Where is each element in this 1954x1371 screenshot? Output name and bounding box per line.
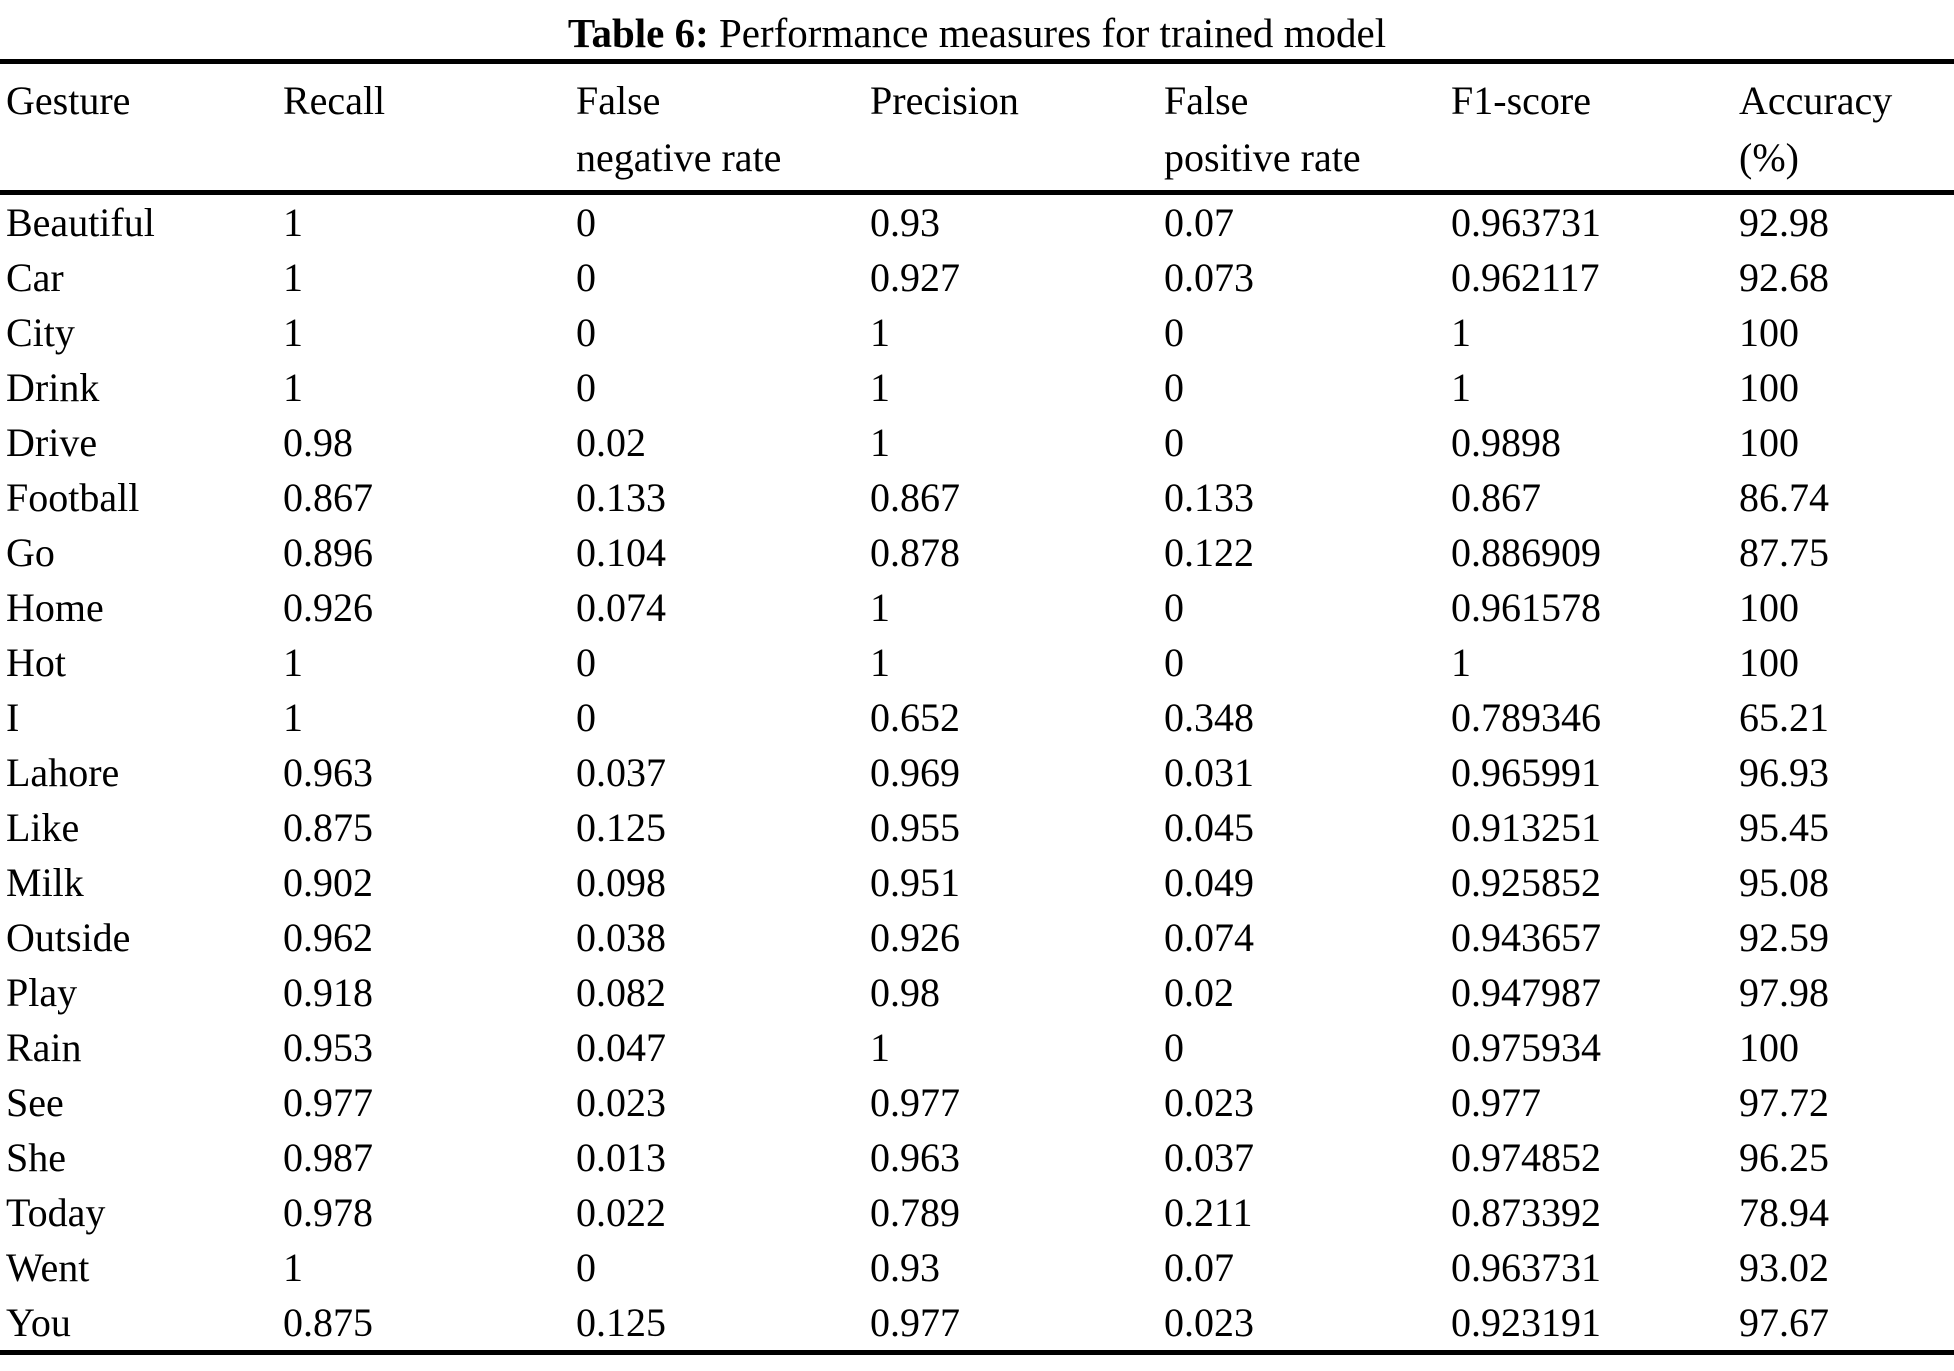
gesture-cell: Today	[6, 1190, 106, 1235]
table-row	[0, 1130, 1954, 1185]
value-cell: 0.969	[870, 750, 960, 795]
value-cell: 0.038	[576, 915, 666, 960]
value-cell: 0.125	[576, 805, 666, 850]
value-cell: 0	[1164, 310, 1184, 355]
value-cell: 1	[870, 640, 890, 685]
value-cell: 1	[283, 255, 303, 300]
value-cell: 0.943657	[1451, 915, 1601, 960]
value-cell: 0	[1164, 640, 1184, 685]
value-cell: 1	[283, 695, 303, 740]
value-cell: 1	[283, 1245, 303, 1290]
table-row	[0, 360, 1954, 415]
value-cell: 0.947987	[1451, 970, 1601, 1015]
value-cell: 0	[1164, 420, 1184, 465]
value-cell: 0.977	[283, 1080, 373, 1125]
column-header-precision: Precision	[870, 62, 1164, 193]
value-cell: 65.21	[1739, 695, 1829, 740]
value-cell: 0.022	[576, 1190, 666, 1235]
table-row	[0, 1185, 1954, 1240]
table-row	[0, 193, 1954, 251]
table-row	[0, 525, 1954, 580]
value-cell: 0.974852	[1451, 1135, 1601, 1180]
value-cell: 0.031	[1164, 750, 1254, 795]
value-cell: 0.98	[283, 420, 353, 465]
value-cell: 0.965991	[1451, 750, 1601, 795]
value-cell: 0.987	[283, 1135, 373, 1180]
value-cell: 0.047	[576, 1025, 666, 1070]
value-cell: 0.07	[1164, 1245, 1234, 1290]
column-header-gesture: Gesture	[0, 62, 283, 193]
value-cell: 0.961578	[1451, 585, 1601, 630]
table-row	[0, 910, 1954, 965]
column-header-false-negative-rate: False negative rate	[576, 62, 870, 193]
gesture-cell: Hot	[6, 640, 66, 685]
value-cell: 0.02	[1164, 970, 1234, 1015]
value-cell: 0.074	[576, 585, 666, 630]
value-cell: 0.652	[870, 695, 960, 740]
gesture-cell: Football	[6, 475, 140, 520]
gesture-cell: Milk	[6, 860, 84, 905]
value-cell: 0.125	[576, 1300, 666, 1345]
table-row	[0, 415, 1954, 470]
value-cell: 0	[1164, 365, 1184, 410]
value-cell: 0	[576, 640, 596, 685]
gesture-cell: Like	[6, 805, 80, 850]
gesture-cell: Play	[6, 970, 78, 1015]
gesture-cell: Drink	[6, 365, 100, 410]
value-cell: 0.07	[1164, 200, 1234, 245]
value-cell: 0.902	[283, 860, 373, 905]
table-caption	[0, 0, 1954, 59]
gesture-cell: You	[6, 1300, 71, 1345]
table-row	[0, 800, 1954, 855]
value-cell: 0.867	[283, 475, 373, 520]
value-cell: 0.073	[1164, 255, 1254, 300]
gesture-cell: She	[6, 1135, 66, 1180]
value-cell: 0.104	[576, 530, 666, 575]
value-cell: 0.955	[870, 805, 960, 850]
value-cell: 0	[576, 695, 596, 740]
value-cell: 0.789	[870, 1190, 960, 1235]
table-body	[0, 193, 1954, 1353]
table-row	[0, 470, 1954, 525]
column-header-f1-score: F1-score	[1451, 62, 1739, 193]
value-cell: 0.875	[283, 1300, 373, 1345]
gesture-cell: Outside	[6, 915, 131, 960]
value-cell: 0.789346	[1451, 695, 1601, 740]
value-cell: 0.926	[283, 585, 373, 630]
table-header	[0, 62, 1954, 193]
value-cell: 1	[1451, 310, 1471, 355]
value-cell: 100	[1739, 585, 1799, 630]
value-cell: 93.02	[1739, 1245, 1829, 1290]
value-cell: 0.133	[1164, 475, 1254, 520]
value-cell: 0.867	[870, 475, 960, 520]
table-row	[0, 965, 1954, 1020]
value-cell: 0.886909	[1451, 530, 1601, 575]
value-cell: 0.037	[576, 750, 666, 795]
value-cell: 1	[870, 1025, 890, 1070]
value-cell: 0.977	[870, 1300, 960, 1345]
value-cell: 0	[576, 310, 596, 355]
header-row	[0, 62, 1954, 193]
value-cell: 0.082	[576, 970, 666, 1015]
value-cell: 87.75	[1739, 530, 1829, 575]
value-cell: 0.98	[870, 970, 940, 1015]
gesture-cell: Beautiful	[6, 200, 155, 245]
value-cell: 0.211	[1164, 1190, 1253, 1235]
value-cell: 0	[576, 365, 596, 410]
gesture-cell: Car	[6, 255, 64, 300]
value-cell: 1	[870, 585, 890, 630]
value-cell: 0.037	[1164, 1135, 1254, 1180]
table-row	[0, 580, 1954, 635]
table-row	[0, 305, 1954, 360]
gesture-cell: I	[6, 695, 20, 740]
value-cell: 0.977	[870, 1080, 960, 1125]
value-cell: 0.013	[576, 1135, 666, 1180]
value-cell: 97.98	[1739, 970, 1829, 1015]
value-cell: 97.67	[1739, 1300, 1829, 1345]
value-cell: 0.913251	[1451, 805, 1601, 850]
table-row	[0, 1075, 1954, 1130]
gesture-cell: Home	[6, 585, 104, 630]
value-cell: 0.122	[1164, 530, 1254, 575]
value-cell: 100	[1739, 420, 1799, 465]
value-cell: 0	[576, 200, 596, 245]
value-cell: 0.098	[576, 860, 666, 905]
value-cell: 0.962	[283, 915, 373, 960]
value-cell: 95.08	[1739, 860, 1829, 905]
value-cell: 0	[1164, 1025, 1184, 1070]
value-cell: 0.896	[283, 530, 373, 575]
value-cell: 0.867	[1451, 475, 1541, 520]
value-cell: 0.93	[870, 1245, 940, 1290]
value-cell: 95.45	[1739, 805, 1829, 850]
value-cell: 0.962117	[1451, 255, 1600, 300]
value-cell: 86.74	[1739, 475, 1829, 520]
value-cell: 92.98	[1739, 200, 1829, 245]
column-header-accuracy: Accuracy (%)	[1739, 62, 1954, 193]
value-cell: 1	[1451, 365, 1471, 410]
table-caption-text: Performance measures for trained model	[708, 10, 1387, 56]
value-cell: 0.963731	[1451, 200, 1601, 245]
value-cell: 0.873392	[1451, 1190, 1601, 1235]
value-cell: 96.93	[1739, 750, 1829, 795]
gesture-cell: Rain	[6, 1025, 82, 1070]
value-cell: 92.68	[1739, 255, 1829, 300]
value-cell: 0.045	[1164, 805, 1254, 850]
value-cell: 100	[1739, 365, 1799, 410]
value-cell: 0.927	[870, 255, 960, 300]
table-row	[0, 1020, 1954, 1075]
value-cell: 0.953	[283, 1025, 373, 1070]
table-row	[0, 1240, 1954, 1295]
value-cell: 0.978	[283, 1190, 373, 1235]
value-cell: 0	[576, 1245, 596, 1290]
table-row	[0, 690, 1954, 745]
value-cell: 1	[870, 420, 890, 465]
gesture-cell: Go	[6, 530, 55, 575]
gesture-cell: Lahore	[6, 750, 120, 795]
value-cell: 1	[283, 640, 303, 685]
value-cell: 0.963	[870, 1135, 960, 1180]
table-row	[0, 855, 1954, 910]
value-cell: 0.074	[1164, 915, 1254, 960]
value-cell: 1	[1451, 640, 1471, 685]
value-cell: 96.25	[1739, 1135, 1829, 1180]
value-cell: 0.975934	[1451, 1025, 1601, 1070]
value-cell: 1	[870, 310, 890, 355]
column-header-false-positive-rate: False positive rate	[1164, 62, 1451, 193]
value-cell: 0.925852	[1451, 860, 1601, 905]
value-cell: 1	[283, 200, 303, 245]
value-cell: 97.72	[1739, 1080, 1829, 1125]
value-cell: 0.951	[870, 860, 960, 905]
gesture-cell: See	[6, 1080, 64, 1125]
table-row	[0, 250, 1954, 305]
value-cell: 0.02	[576, 420, 646, 465]
table-row	[0, 745, 1954, 800]
value-cell: 0.878	[870, 530, 960, 575]
value-cell: 1	[283, 310, 303, 355]
value-cell: 100	[1739, 1025, 1799, 1070]
value-cell: 0.023	[1164, 1300, 1254, 1345]
value-cell: 0.977	[1451, 1080, 1541, 1125]
value-cell: 0.926	[870, 915, 960, 960]
value-cell: 0.923191	[1451, 1300, 1601, 1345]
table-row	[0, 1295, 1954, 1353]
value-cell: 100	[1739, 310, 1799, 355]
value-cell: 0	[576, 255, 596, 300]
value-cell: 0.023	[576, 1080, 666, 1125]
column-header-recall: Recall	[283, 62, 576, 193]
value-cell: 100	[1739, 640, 1799, 685]
value-cell: 1	[870, 365, 890, 410]
value-cell: 0	[1164, 585, 1184, 630]
value-cell: 0.963731	[1451, 1245, 1601, 1290]
gesture-cell: City	[6, 310, 75, 355]
value-cell: 78.94	[1739, 1190, 1829, 1235]
value-cell: 0.9898	[1451, 420, 1561, 465]
value-cell: 1	[283, 365, 303, 410]
table-caption-label: Table 6:	[567, 10, 709, 56]
table-row	[0, 635, 1954, 690]
value-cell: 0.875	[283, 805, 373, 850]
value-cell: 0.049	[1164, 860, 1254, 905]
value-cell: 0.348	[1164, 695, 1254, 740]
value-cell: 0.963	[283, 750, 373, 795]
gesture-cell: Drive	[6, 420, 98, 465]
value-cell: 92.59	[1739, 915, 1829, 960]
performance-table	[0, 59, 1954, 1355]
gesture-cell: Went	[6, 1245, 90, 1290]
value-cell: 0.918	[283, 970, 373, 1015]
value-cell: 0.023	[1164, 1080, 1254, 1125]
value-cell: 0.133	[576, 475, 666, 520]
value-cell: 0.93	[870, 200, 940, 245]
